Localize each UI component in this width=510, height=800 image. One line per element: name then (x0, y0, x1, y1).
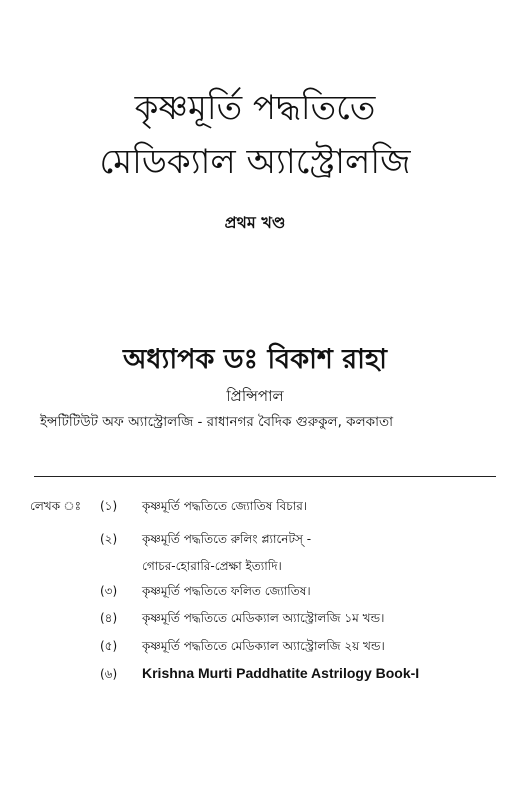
work-number: (৫) (100, 639, 118, 653)
book-title-line-2: মেডিক্যাল অ্যাস্ট্রোলজি (99, 142, 411, 182)
work-number: (১) (100, 499, 118, 513)
divider (34, 476, 496, 477)
work-title: কৃষ্ণমূর্তি পদ্ধতিতে জ্যোতিষ বিচার। (142, 499, 308, 513)
work-item-1 (100, 497, 307, 515)
works-label: লেখক ঃ (30, 499, 82, 513)
work-item-2 (100, 530, 311, 575)
work-number: (৬) (100, 667, 118, 681)
work-title: কৃষ্ণমূর্তি পদ্ধতিতে ফলিত জ্যোতিষ। (142, 584, 311, 598)
book-title-line-1: কৃষ্ণমূর্তি পদ্ধতিতে (134, 88, 376, 128)
author-institute: ইন্সটিটিউট অফ অ্যাস্ট্রোলজি - রাধানগর বৈদিক গুরুকুল, কলকাতা (40, 414, 394, 430)
work-title: কৃষ্ণমূর্তি পদ্ধতিতে রুলিং প্ল্যানেটস্ - (142, 532, 312, 546)
work-number: (৪) (100, 611, 118, 625)
work-number: (২) (100, 532, 118, 546)
work-title: Krishna Murti Paddhatite Astrilogy Book-I (142, 665, 420, 681)
work-title: কৃষ্ণমূর্তি পদ্ধতিতে মেডিক্যাল অ্যাস্ট্রোলজি ১ম খন্ড। (142, 611, 385, 625)
work-title: কৃষ্ণমূর্তি পদ্ধতিতে মেডিক্যাল অ্যাস্ট্রোলজি ২য় খন্ড। (142, 639, 385, 653)
volume-label: প্রথম খণ্ড (224, 213, 286, 232)
work-item-3 (100, 582, 311, 600)
work-item-6 (100, 664, 419, 683)
work-title-continuation: গোচর-হোরারি-প্রেক্ষা ইত্যাদি। (142, 559, 282, 573)
author-designation: প্রিন্সিপাল (226, 387, 284, 405)
work-number: (৩) (100, 584, 118, 598)
work-item-5 (100, 637, 385, 655)
author-name: অধ্যাপক ডঃ বিকাশ রাহা (122, 344, 387, 375)
work-item-4 (100, 609, 384, 627)
